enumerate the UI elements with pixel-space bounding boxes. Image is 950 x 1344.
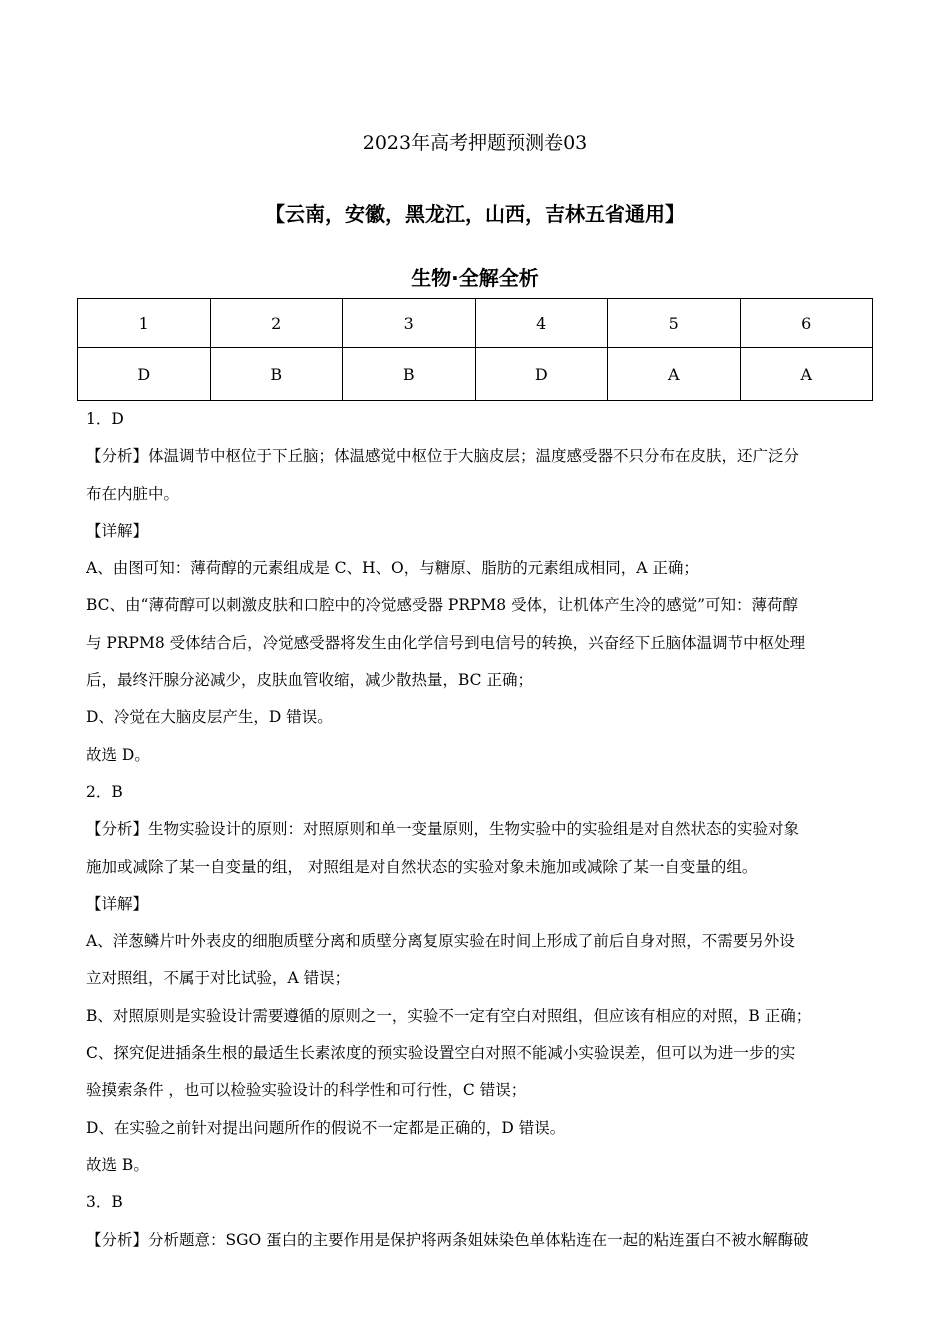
detail-line: A、洋葱鳞片叶外表皮的细胞质壁分离和质壁分离复原实验在时间上形成了前后自身对照，不需要另外设 xyxy=(86,932,795,951)
detail-line: 验摸索条件 ，也可以检验实验设计的科学性和可行性，C 错误； xyxy=(86,1081,527,1100)
detail-line: D、冷觉在大脑皮层产生，D 错误。 xyxy=(86,708,333,727)
detail-line: C、探究促进插条生根的最适生长素浓度的预实验设置空白对照不能减小实验误差，但可以为进一步的实 xyxy=(86,1044,796,1063)
subject-heading: 生物·全解全析 xyxy=(411,266,539,290)
analysis-line: 施加或减除了某一自变量的组， 对照组是对自然状态的实验对象未施加或减除了某一自变量的组。 xyxy=(86,857,758,876)
analysis-line: 【分析】体温调节中枢位于下丘脑；体温感觉中枢位于大脑皮层；温度感受器不只分布在皮肤，还广泛分 xyxy=(86,447,800,466)
detail-heading: 【详解】 xyxy=(86,894,149,913)
answer-table-number-row xyxy=(78,299,873,348)
conclusion-line: 故选 B。 xyxy=(86,1155,149,1174)
detail-line: D、在实验之前针对提出问题所作的假说不一定都是正确的，D 错误。 xyxy=(86,1118,566,1137)
detail-line: BC、由“薄荷醇可以刺激皮肤和口腔中的冷觉感受器 PRPM8 受体，让机体产生冷的感觉”可知：薄荷醇 xyxy=(86,596,799,615)
question-number-cell: 2 xyxy=(210,299,343,348)
question-number-cell: 6 xyxy=(740,299,873,348)
detail-line: 后，最终汗腺分泌减少，皮肤血管收缩，减少散热量，BC 正确； xyxy=(86,671,533,690)
question-number-cell: 4 xyxy=(475,299,608,348)
exam-title: 2023年高考押题预测卷03 xyxy=(362,132,588,154)
question-number-cell: 3 xyxy=(343,299,476,348)
question-heading: 3．B xyxy=(86,1193,123,1212)
analysis-line: 布在内脏中。 xyxy=(86,484,180,503)
answer-cell: B xyxy=(343,348,476,401)
detail-heading: 【详解】 xyxy=(86,521,149,540)
explanation-body xyxy=(86,401,866,1259)
answer-table xyxy=(77,298,873,401)
conclusion-line: 故选 D。 xyxy=(86,745,150,764)
detail-line: B、对照原则是实验设计需要遵循的原则之一，实验不一定有空白对照组，但应该有相应的对照，B 正确； xyxy=(86,1006,812,1025)
analysis-line: 【分析】分析题意：SGO 蛋白的主要作用是保护将两条姐妹染色单体粘连在一起的粘连蛋白不被水解酶破 xyxy=(86,1230,809,1249)
detail-line: 立对照组，不属于对比试验，A 错误； xyxy=(86,969,351,988)
question-heading: 1．D xyxy=(86,410,124,428)
answer-cell: A xyxy=(608,348,741,401)
region-heading: 【云南，安徽，黑龙江，山西，吉林五省通用】 xyxy=(265,202,685,226)
answer-cell: D xyxy=(475,348,608,401)
answer-table-answer-row xyxy=(78,348,873,401)
answer-cell: B xyxy=(210,348,343,401)
analysis-line: 【分析】生物实验设计的原则：对照原则和单一变量原则，生物实验中的实验组是对自然状态的实验对象 xyxy=(86,820,800,839)
question-number-cell: 5 xyxy=(608,299,741,348)
answer-cell: D xyxy=(78,348,211,401)
question-number-cell: 1 xyxy=(78,299,211,348)
answer-cell: A xyxy=(740,348,873,401)
detail-line: A、由图可知：薄荷醇的元素组成是 C、H、O，与糖原、脂肪的元素组成相同，A 正确； xyxy=(86,559,699,578)
detail-line: 与 PRPM8 受体结合后，冷觉感受器将发生由化学信号到电信号的转换，兴奋经下丘脑体温调节中枢处理 xyxy=(86,633,806,652)
question-heading: 2．B xyxy=(86,782,123,801)
